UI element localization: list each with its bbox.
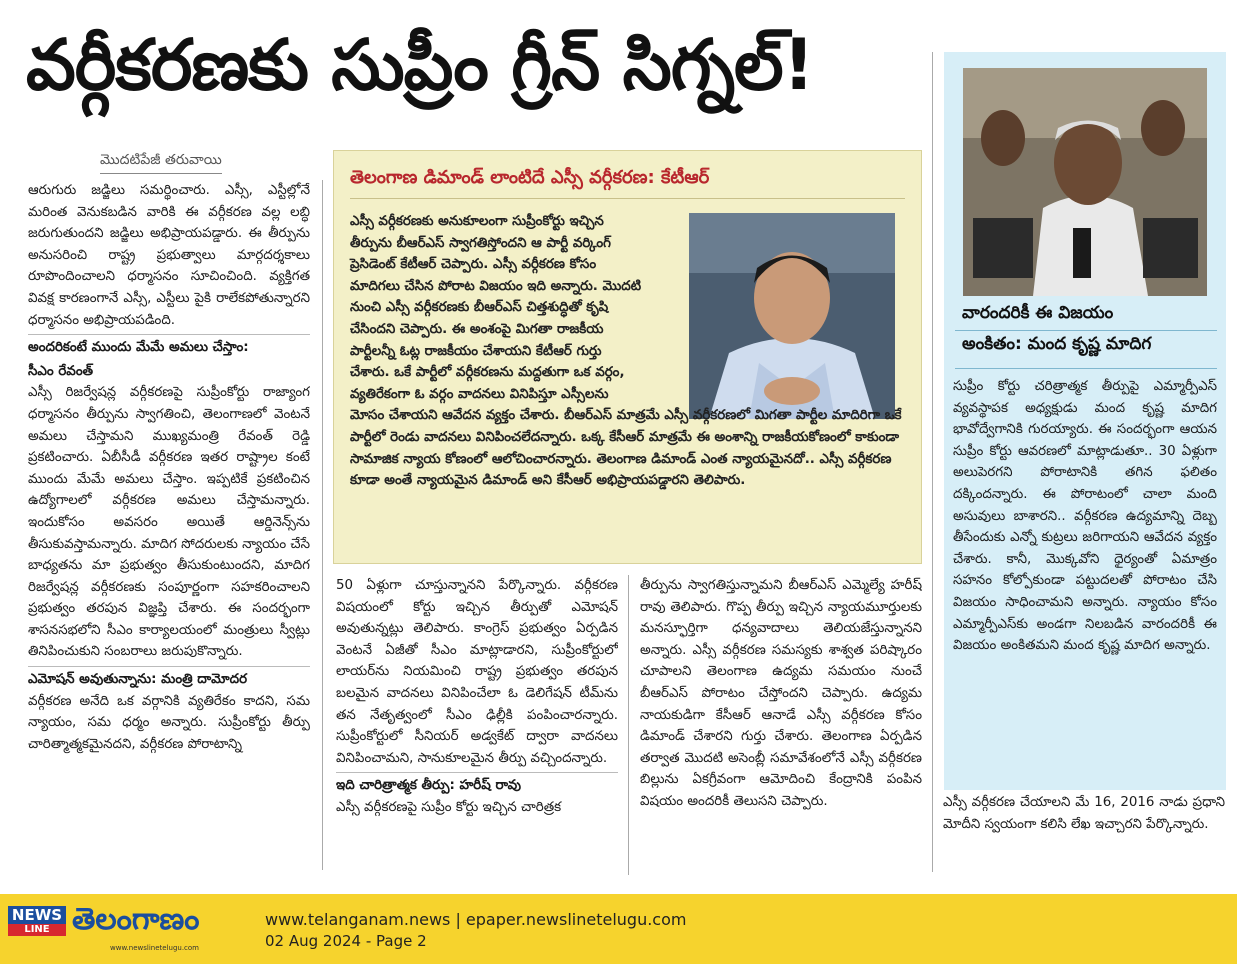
title-line: వారందరికీ ఈ విజయం [962,303,1114,323]
paragraph: తీర్పును స్వాగతిస్తున్నామని బీఆర్ఎస్ ఎమ్మెల్యే హరీష్ రావు తెలిపారు. గొప్ప తీర్పు ఇచ్చిన న్యాయమూర్తులకు మనస్ఫూర్తిగా ధన్యవాదాలు తెలియజేస్తున్నానని అన్నారు. ఎస్సీ వర్గీకరణ సమస్యకు శాశ్వత పరిష్కారం చూపాలని తెలంగాణ ఉద్యమ సమయం నుంచే బీఆర్ఎస్ పోరాటం చేస్తోందని చెప్పారు. ఉద్యమ నాయకుడిగా కేసీఆర్ ఆనాడే ఎస్సీ వర్గీకరణ కోసం డిమాండ్ చేశారని గుర్తు చేశారు. తెలంగాణ ఏర్పడిన తర్వాత మొదటి అసెంబ్లీ సమావేశంలోనే ఎస్సీ వర్గీకరణ బిల్లును ఏకగ్రీవంగా ఆమోదించి కేంద్రానికి పంపిన విషయం అందరికీ తెలుసని చెప్పారు. [640,578,922,809]
article-column-1 [28,180,310,870]
headline: వర్గీకరణకు సుప్రీం గ్రీన్ సిగ్నల్! [26,24,814,106]
subheading: ఎమోషన్ అవుతున్నాను: మంత్రి దామోదర [28,672,248,688]
manda-krishna-text [953,376,1217,786]
manda-krishna-title [962,298,1208,360]
paragraph: సుప్రీం కోర్టు చరిత్రాత్మక తీర్పుపై ఎమ్మార్పీఎస్ వ్యవస్థాపక అధ్యక్షుడు మంద కృష్ణ మాదిగ భావోద్వేగానికి గురయ్యారు. ఈ సందర్భంగా ఆయన సుప్రీం కోర్టు ఆవరణలో మాట్లాడుతూ.. 30 ఏళ్లుగా అలుపెరగని పోరాటానికి తగిన ఫలితం దక్కిందన్నారు. ఈ పోరాటంలో చాలా మంది అసువులు బాశారని.. వర్గీకరణ ఉద్యమాన్ని దెబ్బ తీసేందుకు ఎన్నో కుట్రలు జరిగాయని ఆవేదన వ్యక్తం చేశారు. కానీ, మొక్కవోని ధైర్యంతో ఏమాత్రం సహనం కోల్పోకుండా పట్టుదలతో పోరాటం చేసి విజయం సాధించామని అన్నారు. న్యాయం కోసం ఎమ్మార్పీఎస్‌కు అండగా నిలబడిన వారందరికీ ఈ విజయం అంకితమని మంద కృష్ణ మాదిగ అన్నారు. [953,379,1217,654]
article-column-4-tail [943,792,1225,872]
divider [28,334,310,335]
newsline-logo[interactable] [8,906,66,936]
text-line: నుంచి ఎస్సీ వర్గీకరణకు బీఆర్ఎస్ చిత్తశుద్ధితో కృషి [350,300,609,316]
article-column-2 [336,575,618,875]
subheading: సీఎం రేవంత్ [28,363,94,379]
text-line: తీర్పును బీఆర్ఎస్ స్వాగతిస్తోందని ఆ పార్టీ వర్కింగ్ [350,235,611,251]
divider [336,772,618,773]
column-rule [628,575,629,875]
column-rule [932,52,933,872]
divider [955,330,1217,331]
paragraph: ఎస్సీ రిజర్వేషన్ల వర్గీకరణపై సుప్రీంకోర్టు రాజ్యాంగ ధర్మాసనం తీర్పును స్వాగతించి, తెలంగాణలో వెంటనే అమలు చేస్తామని ముఖ్యమంత్రి రేవంత్ రెడ్డి ప్రకటించారు. ఏబీసీడీ వర్గీకరణ ఇతర రాష్ట్రాల కంటే ముందు మేమే అమలు చేస్తాం. ఇప్పటికే ప్రకటించిన ఉద్యోగాలలో వర్గీకరణ అమలు చేస్తామన్నారు. ఇందుకోసం అవసరం అయితే ఆర్డినెన్స్‌ను తీసుకువస్తామన్నారు. మాదిగ సోదరులకు న్యాయం చేసే బాధ్యతను మా ప్రభుత్వం తీసుకుంటుందని, మాదిగ రిజర్వేషన్ల వర్గీకరణకు సంపూర్ణంగా సహకరించాలని ప్రభుత్వం తరపున విజ్ఞప్తి చేశారు. ఈ సందర్భంగా శాసనసభలోని సీఎం కార్యాలయంలో మంత్రులు స్వీట్లు తినిపించుకుని సంబరాలు జరుపుకొన్నారు. [28,385,310,660]
paragraph: ఎస్సీ వర్గీకరణ చేయాలని మే 16, 2016 నాడు ప్రధాని మోదీని స్వయంగా కలిసి లేఖ ఇచ్చారని పేర్కొన్నారు. [943,795,1225,832]
text-line: చేసిందని చెప్పారు. ఈ అంశంపై మిగతా రాజకీయ [350,321,604,337]
text-line: చేశారు. ఒకే పార్టీలో వర్గీకరణను మద్దతుగా ఒక వర్గం, [350,365,625,381]
logo-text: NEWS [11,906,63,924]
subheading: ఇది చారిత్రాత్మక తీర్పు: హరీష్ రావు [336,778,521,794]
ktr-sidebar-box [333,150,922,564]
logo-subtext: LINE [8,924,66,936]
logo-url: www.newslinetelugu.com [110,944,199,952]
paragraph: ఎస్సీ వర్గీకరణపై సుప్రీం కోర్టు ఇచ్చిన చారిత్రక [336,799,562,815]
divider [28,666,310,667]
divider [955,368,1217,369]
text-line: ఎస్సీ వర్గీకరణకు అనుకూలంగా సుప్రీంకోర్టు ఇచ్చిన [350,214,604,229]
divider [350,198,905,199]
paragraph: 50 ఏళ్లుగా చూస్తున్నానని పేర్కొన్నారు. వర్గీకరణ విషయంలో కోర్టు ఇచ్చిన తీర్పుతో ఎమోషన్ అవుతున్నట్లు తెలిపారు. కాంగ్రెస్ ప్రభుత్వం ఏర్పడిన వెంటనే ఏజీతో సీఎం మాట్లాడారని, సుప్రీంకోర్టులో లాయర్‌ను నియమించి రాష్ట్ర ప్రభుత్వం తరపున బలమైన వాదనలు వినిపించేలా ఓ డెలిగేషన్ టీమ్‌ను తన నేతృత్వంలో సీఎం ఢిల్లీకి పంపించారన్నారు. సుప్రీంకోర్టులో సీనియర్ అడ్వకేట్ ద్వారా వాదనలు వినిపించామని, సానుకూలమైన తీర్పు వచ్చిందన్నారు. [336,578,618,766]
footer-websites[interactable]: www.telanganam.news | epaper.newslinetelugu.com [265,910,687,929]
telanganam-logo[interactable]: తెలంగాణం [72,902,200,937]
paragraph: వర్గీకరణ అనేది ఒక వర్గానికి వ్యతిరేకం కాదని, సమ న్యాయం, సమ ధర్మం అన్నారు. సుప్రీంకోర్టు తీర్పు చారిత్మాత్మకమైనదని, వర్గీకరణ పోరాటాన్ని [28,693,310,752]
footer-bar [0,894,1237,964]
continued-label: మొదటిపేజీ తరువాయి [100,152,222,174]
text-line: మాదిగలు చేసిన పోరాట విజయం ఇది అన్నారు. మొదటి [350,278,642,294]
text-line: వ్యతిరేకంగా ఓ వర్గం వాదనలు వినిపిస్తూ ఎస్సీలను [350,386,609,402]
column-rule [322,180,323,870]
subheading: అందరికంటే ముందు మేమే అమలు చేస్తాం: [28,340,249,356]
manda-krishna-photo [963,68,1207,296]
title-line: అంకితం: మంద కృష్ణ మాదిగ [962,334,1152,354]
ktr-box-title: తెలంగాణ డిమాండ్ లాంటిదే ఎస్సీ వర్గీకరణ: కేటీఆర్ [350,167,710,188]
ktr-box-body [350,211,905,492]
article-column-3 [640,575,922,875]
paragraph: ఆరుగురు జడ్జిలు సమర్థించారు. ఎస్సీ, ఎస్టీల్లోనే మరింత వెనుకబడిన వారికి ఈ వర్గీకరణ వల్ల లబ్ధి జరుగుతుందని జడ్జిలు అభిప్రాయపడ్డారు. ఈ తీర్పును అనుసరించి రాష్ట్ర ప్రభుత్వాలు మార్గదర్శకాలు రూపొందించాలని ధర్మాసనం సూచించింది. వ్యక్తిగత వివక్ష కారణంగానే ఎస్సీ, ఎస్టీలు పైకి రాలేకపోతున్నారని ధర్మాసనం అభిప్రాయపడింది. [28,183,310,328]
paragraph: మోసం చేశాయని ఆవేదన వ్యక్తం చేశారు. బీఆర్ఎస్ మాత్రమే ఎస్సీ వర్గీకరణలో మిగతా పార్టీల మాదిరిగా ఒకే పార్టీలో రెండు వాదనలు వినిపించలేదన్నారు. ఒక్క కేసీఆర్ మాత్రమే ఈ అంశాన్ని రాజకీయకోణంలో కాకుండా సామాజిక న్యాయ కోణంలో ఆలోచించారన్నారు. తెలంగాణ డిమాండ్ ఎంత న్యాయమైనదో.. ఎస్సీ వర్గీకరణ కూడా అంతే న్యాయమైన డిమాండ్ అని కేసీఆర్ అభిప్రాయపడ్డారని తెలిపారు. [350,408,902,489]
text-line: పార్టీలన్నీ ఓట్ల రాజకీయం చేశాయని కేటీఆర్ గుర్తు [350,343,602,359]
footer-date: 02 Aug 2024 - Page 2 [265,932,427,950]
text-line: ప్రెసిడెంట్ కేటీఆర్ చెప్పారు. ఎస్సీ వర్గీకరణ కోసం [350,257,597,273]
